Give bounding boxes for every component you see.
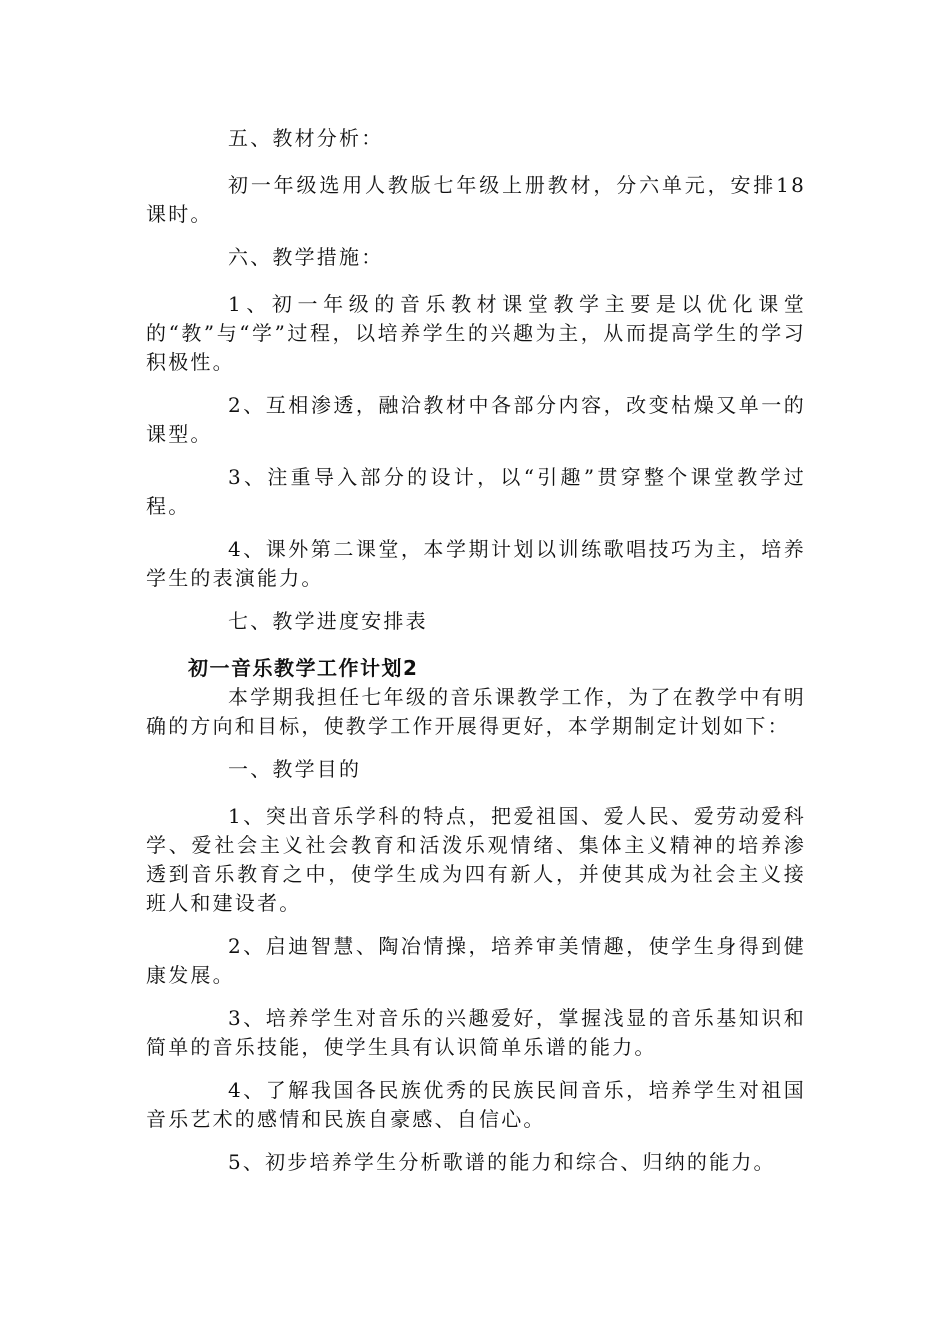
plan-intro-paragraph: 本学期我担任七年级的音乐课教学工作，为了在教学中有明确的方向和目标，使教学工作开展得更好，本学期制定计划如下： [146, 685, 806, 738]
measure-item: 1、初一年级的音乐教材课堂教学主要是以优化课堂的“教”与“学”过程，以培养学生的兴趣为主，从而提高学生的学习积极性。 [146, 292, 806, 374]
materials-paragraph: 初一年级选用人教版七年级上册教材，分六单元，安排18课时。 [146, 173, 806, 226]
measure-item: 4、课外第二课堂，本学期计划以训练歌唱技巧为主，培养学生的表演能力。 [146, 537, 806, 590]
goal-item: 1、突出音乐学科的特点，把爱祖国、爱人民、爱劳动爱科学、爱社会主义社会教育和活泼乐观情绪、集体主义精神的培养渗透到音乐教育之中，使学生成为四有新人，并使其成为社会主义接班人和建设者。 [146, 804, 806, 915]
goal-item: 5、初步培养学生分析歌谱的能力和综合、归纳的能力。 [228, 1150, 776, 1174]
goal-item: 3、培养学生对音乐的兴趣爱好，掌握浅显的音乐基知识和简单的音乐技能，使学生具有认识简单乐谱的能力。 [146, 1006, 806, 1059]
goal-item: 2、启迪智慧、陶冶情操，培养审美情趣，使学生身得到健康发展。 [146, 934, 806, 987]
section-heading-measures: 六、教学措施： [228, 245, 384, 269]
plan-title: 初一音乐教学工作计划2 [188, 656, 419, 680]
section-heading-materials: 五、教材分析： [228, 126, 384, 150]
section-heading-goals: 一、教学目的 [228, 757, 362, 781]
goal-item: 4、了解我国各民族优秀的民族民间音乐，培养学生对祖国音乐艺术的感情和民族自豪感、自信心。 [146, 1078, 806, 1131]
measure-item: 2、互相渗透，融洽教材中各部分内容，改变枯燥又单一的课型。 [146, 393, 806, 446]
document-body [146, 124, 806, 1191]
measure-item: 3、注重导入部分的设计，以“引趣”贯穿整个课堂教学过程。 [146, 465, 806, 518]
section-heading-schedule: 七、教学进度安排表 [228, 609, 428, 633]
